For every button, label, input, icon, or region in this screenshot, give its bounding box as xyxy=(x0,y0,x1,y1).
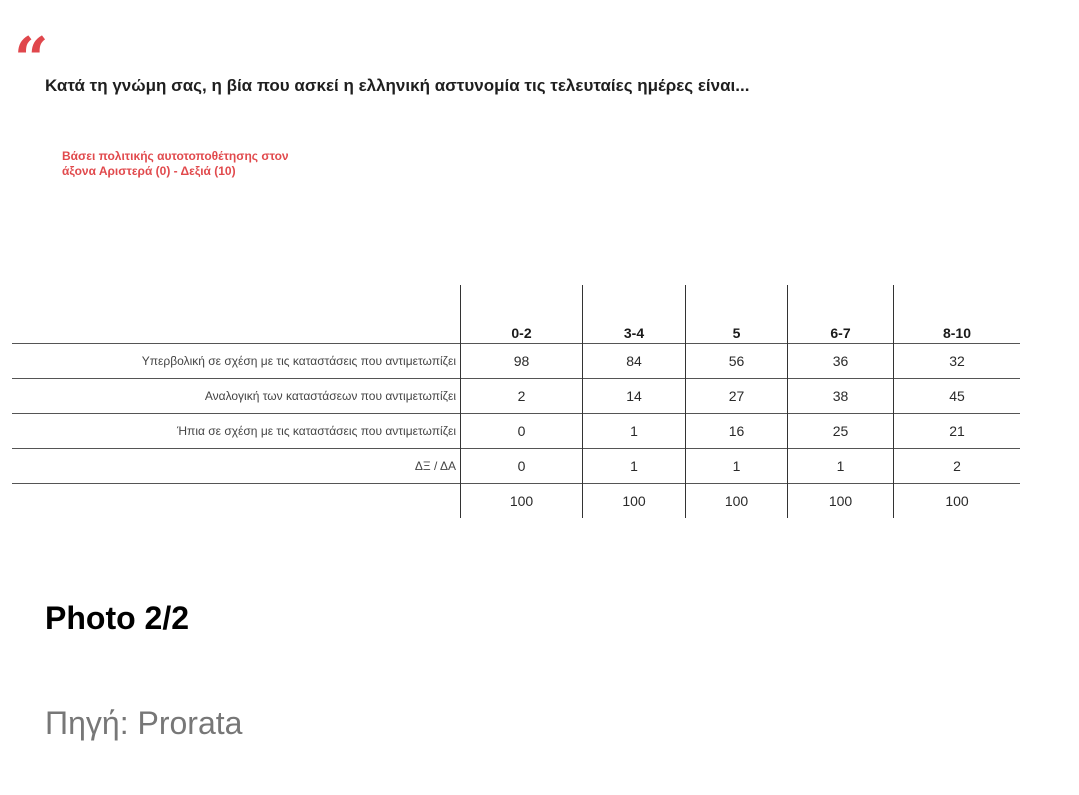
row-label: Ήπια σε σχέση με τις καταστάσεις που αντιμετωπίζει xyxy=(176,424,456,438)
table-cell: 25 xyxy=(788,414,894,449)
table-cell: 100 xyxy=(686,484,788,519)
table-cell: 98 xyxy=(461,344,583,379)
photo-caption: Photo 2/2 xyxy=(45,600,190,636)
table-cell: 27 xyxy=(686,379,788,414)
table-cell: 56 xyxy=(686,344,788,379)
table-header-cell: 5 xyxy=(686,285,788,344)
quote-icon: “ xyxy=(14,25,43,95)
table-cell: 2 xyxy=(894,449,1021,484)
table-cell: 0 xyxy=(461,449,583,484)
table-cell: 1 xyxy=(788,449,894,484)
table-cell: 36 xyxy=(788,344,894,379)
table-header-row xyxy=(12,285,1020,344)
table-cell: 84 xyxy=(583,344,686,379)
table-header-cell: 0-2 xyxy=(461,285,583,344)
table-cell: 32 xyxy=(894,344,1021,379)
table-total-row xyxy=(12,484,1020,519)
table-row xyxy=(12,449,1020,484)
table-header-cell: 3-4 xyxy=(583,285,686,344)
table-cell: 0 xyxy=(461,414,583,449)
row-label: ΔΞ / ΔΑ xyxy=(414,459,456,473)
table-cell: 1 xyxy=(686,449,788,484)
table-cell: 14 xyxy=(583,379,686,414)
poll-table xyxy=(12,285,1020,518)
poll-question: Κατά τη γνώμη σας, η βία που ασκεί η ελληνική αστυνομία τις τελευταίες ημέρες είναι... xyxy=(45,76,750,95)
table-cell: 2 xyxy=(461,379,583,414)
table-row xyxy=(12,414,1020,449)
table-cell: 38 xyxy=(788,379,894,414)
table-header-cell: 8-10 xyxy=(894,285,1021,344)
row-label: Υπερβολική σε σχέση με τις καταστάσεις που αντιμετωπίζει xyxy=(141,354,456,368)
row-label xyxy=(12,484,461,519)
table-cell: 21 xyxy=(894,414,1021,449)
photo-source: Πηγή: Prorata xyxy=(45,705,243,741)
table-header-cell: 6-7 xyxy=(788,285,894,344)
poll-subtitle: Βάσει πολιτικής αυτοτοποθέτησης στον άξονα Αριστερά (0) - Δεξιά (10) xyxy=(62,149,289,178)
table-cell: 100 xyxy=(788,484,894,519)
table-cell: 100 xyxy=(894,484,1021,519)
table-cell: 45 xyxy=(894,379,1021,414)
table-row xyxy=(12,344,1020,379)
table-cell: 100 xyxy=(461,484,583,519)
table-header-blank xyxy=(12,285,461,344)
table-row xyxy=(12,379,1020,414)
row-label: Αναλογική των καταστάσεων που αντιμετωπίζει xyxy=(204,389,456,403)
table-cell: 100 xyxy=(583,484,686,519)
table-cell: 1 xyxy=(583,414,686,449)
table-cell: 16 xyxy=(686,414,788,449)
table-cell: 1 xyxy=(583,449,686,484)
